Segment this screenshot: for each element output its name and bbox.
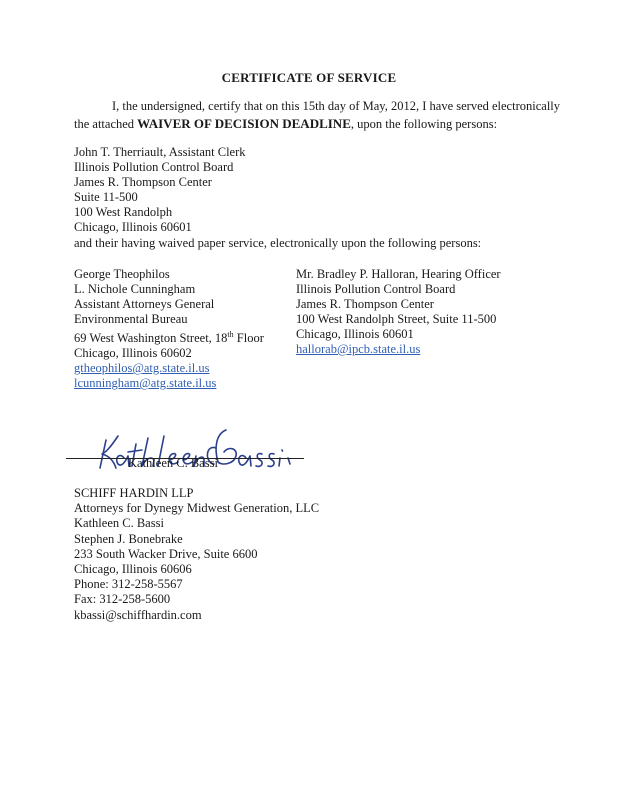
signatory-name: Kathleen C. Bassi	[128, 456, 218, 470]
firm-line: Stephen J. Bonebrake	[74, 531, 183, 546]
floor-label: Floor	[233, 331, 264, 346]
address-line: Environmental Bureau	[74, 312, 188, 326]
address-line: 100 West Randolph Street, Suite 11-500	[296, 312, 497, 326]
certification-text-start: I, the undersigned, certify that on this 15th day of May, 2012, I have served electronically the attached	[74, 99, 561, 131]
ordinal-suffix: th	[227, 330, 234, 339]
address-line: Chicago, Illinois 60601	[296, 327, 414, 341]
address-line: Assistant Attorneys General	[74, 297, 215, 311]
address-line: John T. Therriault, Assistant Clerk	[74, 145, 246, 159]
email-link-halloran[interactable]: hallorab@ipcb.state.il.us	[296, 342, 421, 356]
firm-fax: Fax: 312-258-5600	[74, 592, 171, 607]
address-line: George Theophilos	[74, 267, 170, 281]
law-firm-signature-block	[74, 486, 319, 623]
firm-email: kbassi@schiffhardin.com	[74, 607, 202, 622]
document-title: CERTIFICATE OF SERVICE	[221, 70, 397, 85]
address-line: James R. Thompson Center	[74, 175, 212, 189]
address-line: Illinois Pollution Control Board	[74, 160, 234, 174]
street-address: 69 West Washington Street, 18	[74, 331, 228, 346]
firm-line: 233 South Wacker Drive, Suite 6600	[74, 546, 258, 561]
address-line: Mr. Bradley P. Halloran, Hearing Officer	[296, 267, 501, 281]
firm-name: SCHIFF HARDIN LLP	[74, 486, 194, 500]
street-address-line	[74, 327, 264, 346]
address-line: Illinois Pollution Control Board	[296, 282, 456, 296]
firm-line: Chicago, Illinois 60606	[74, 562, 192, 577]
document-name: WAIVER OF DECISION DEADLINE	[137, 116, 351, 131]
firm-line: Attorneys for Dynegy Midwest Generation, LLC	[74, 501, 320, 516]
address-line: Chicago, Illinois 60601	[74, 220, 192, 234]
address-line: L. Nichole Cunningham	[74, 282, 196, 296]
certification-text-end: , upon the following persons:	[350, 117, 498, 131]
certification-paragraph	[74, 98, 564, 133]
signature-area	[66, 418, 336, 474]
address-line: 100 West Randolph	[74, 205, 173, 219]
address-line: Chicago, Illinois 60602	[74, 346, 192, 361]
clerk-address-block	[74, 145, 246, 235]
firm-line: Kathleen C. Bassi	[74, 516, 164, 531]
waived-service-text: and their having waived paper service, electronically upon the following persons:	[74, 236, 482, 250]
address-line: Suite 11-500	[74, 190, 138, 204]
attorney-general-address-block	[74, 267, 264, 391]
email-link-theophilos[interactable]: gtheophilos@atg.state.il.us	[74, 361, 210, 376]
email-link-cunningham[interactable]: lcunningham@atg.state.il.us	[74, 376, 217, 391]
hearing-officer-address-block	[296, 267, 501, 357]
firm-phone: Phone: 312-258-5567	[74, 577, 183, 592]
address-line: James R. Thompson Center	[296, 297, 434, 311]
